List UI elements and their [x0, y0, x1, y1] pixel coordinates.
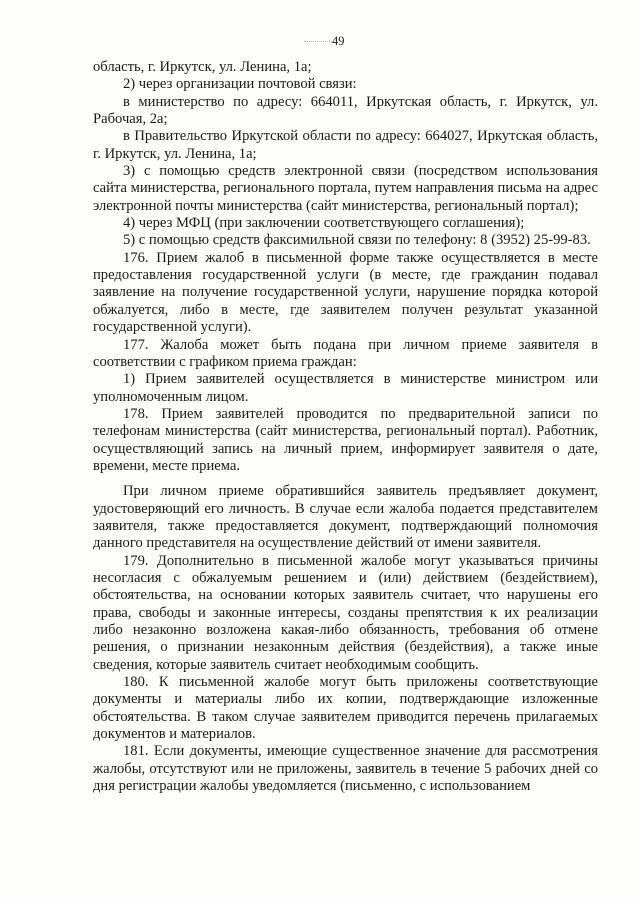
paragraph: 3) с помощью средств электронной связи (посредством использования сайта министерства, регионального портала, путем направления письма на адрес электронной почты министерства (сайт министерства, региональный портал); [93, 163, 599, 214]
paragraph: область, г. Иркутск, ул. Ленина, 1а; [93, 59, 312, 75]
paragraph: 179. Дополнительно в письменной жалобе могут указываться причины несогласия с обжалуемым решением и (или) действием (бездействием), обстоятельства, на основании которых заявитель считает, что нарушены его права, свободы и законные интересы, созданы препятствия к их реализации либо незаконно возложена какая-либо обязанность, требования об отмене решения, о признании незаконным действия (бездействия), а также иные сведения, которые заявитель считает необходимым сообщить. [93, 552, 598, 673]
paragraph: 180. К письменной жалобе могут быть приложены соответствующие документы и материалы либо их копии, подтверждающие изложенные обстоятельства. В таком случае заявителем приводится перечень прилагаемых документов и материалов. [93, 674, 598, 743]
paragraph: 4) через МФЦ (при заключении соответствующего соглашения); [123, 215, 525, 232]
stamp-mark [304, 41, 332, 48]
paragraph: 181. Если документы, имеющие существенное значение для рассмотрения жалобы, отсутствуют или не приложены, заявитель в течение 5 рабочих дней со дня регистрации жалобы уведомляется (письменно, с использованием [93, 743, 598, 795]
paragraph: 177. Жалоба может быть подана при личном приеме заявителя в соответствии с графиком приема граждан: [93, 336, 598, 370]
paragraph: в министерство по адресу: 664011, Иркутская область, г. Иркутск, ул. Рабочая, 2а; [93, 93, 598, 128]
paragraph: 178. Прием заявителей проводится по предварительной записи по телефонам министерства (сайт министерства, региональный портал). Работник, осуществляющий запись на личный прием, информирует заявителя о дате, времени, месте приема. [93, 405, 598, 474]
paragraph: в Правительство Иркутской области по адресу: 664027, Иркутская область, г. Иркутск, ул. Ленина, 1а; [93, 128, 598, 162]
paragraph: 1) Прием заявителей осуществляется в министерстве министром или уполномоченным лицом. [93, 371, 598, 405]
paragraph: 5) с помощью средств факсимильной связи по телефону: 8 (3952) 25-99-83. [123, 232, 591, 249]
page-number: 49 [332, 34, 345, 48]
document-body [93, 59, 598, 795]
paragraph: При личном приеме обратившийся заявитель предъявляет документ, удостоверяющий его личность. В случае если жалоба подается представителем заявителя, также предоставляется документ, подтверждающий полномочия данного представителя на осуществление действий от имени заявителя. [93, 483, 598, 552]
paragraph: 176. Прием жалоб в письменной форме также осуществляется в месте предоставления государственной услуги (в месте, где гражданин подавал заявление на получение государственной услуги, нарушение порядка которой обжалуется, либо в месте, где заявителем получен результат указанной государственной услуги). [93, 249, 598, 336]
paragraph: 2) через организации почтовой связи: [123, 76, 357, 93]
